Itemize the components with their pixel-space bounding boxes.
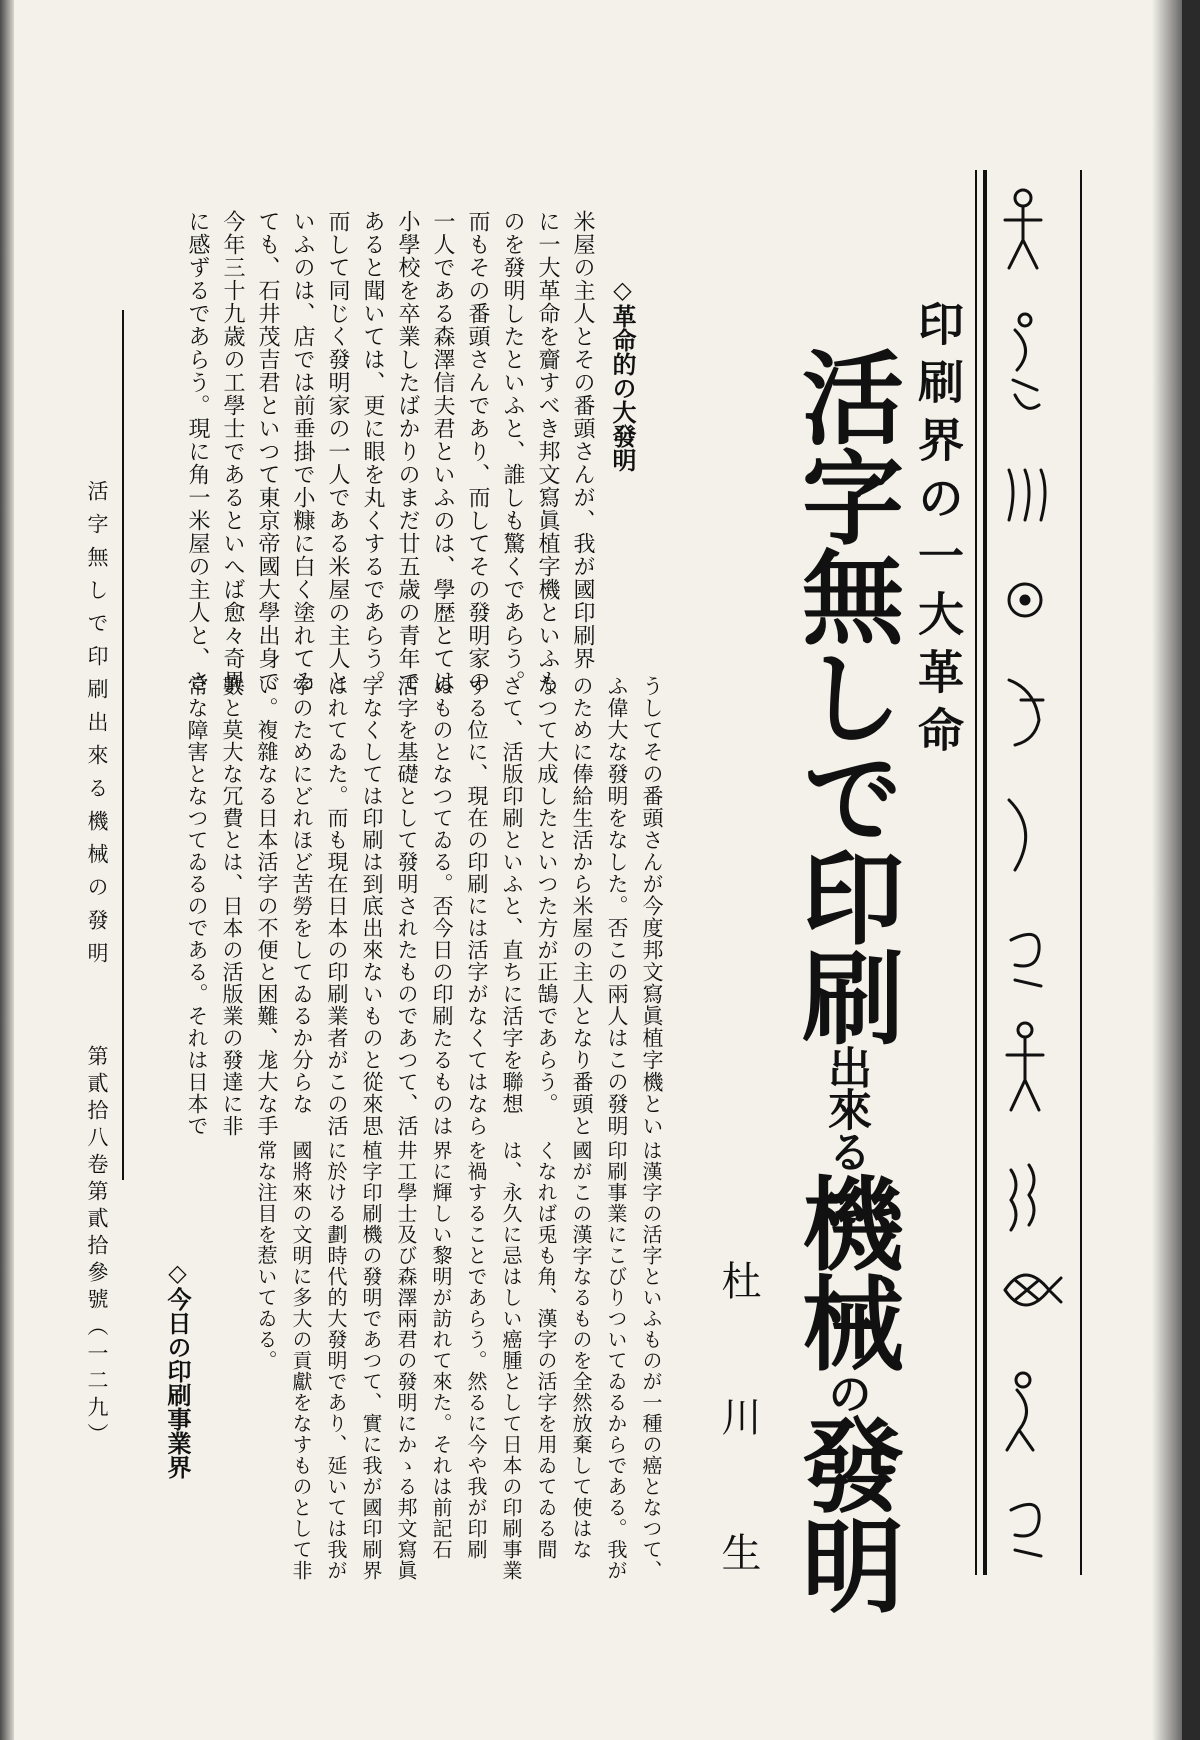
body-column: 今年三十九歳の工學士であるといへば愈々奇異 bbox=[220, 210, 245, 693]
body-column: 井工學士及び森澤兩君の發明にかゝる邦文寫眞 bbox=[394, 1140, 418, 1581]
body-column: 而して同じく發明家の一人である米屋の主人と bbox=[325, 210, 350, 693]
border-rule-1 bbox=[975, 170, 977, 1575]
body-column: のために俸給生活から米屋の主人となり番頭と bbox=[570, 675, 594, 1137]
body-column: 米屋の主人とその番頭さんが、我が國印刷界 bbox=[570, 210, 595, 670]
section-heading-today: ◇今日の印刷事業界 bbox=[163, 1258, 192, 1479]
body-column: 字なくしては印刷は到底出來ないものと從來思 bbox=[360, 675, 384, 1137]
body-column: あると聞いては、更に眼を丸くするであらう。 bbox=[360, 210, 385, 693]
title-part-2: 機械 bbox=[785, 1171, 905, 1371]
issue-number: 第貳拾八卷第貳拾參號（一二九） bbox=[85, 1045, 109, 1450]
body-column: くなれば兎も角、漢字の活字を用ゐてゐる間 bbox=[534, 1140, 558, 1560]
page-edge-left bbox=[0, 0, 14, 1740]
article-title bbox=[785, 345, 905, 1613]
article-supertitle: 印刷界の一大革命 bbox=[911, 300, 965, 764]
body-column: 小學校を卒業したばかりのまだ廿五歳の青年で bbox=[395, 210, 420, 693]
margin-rule bbox=[122, 310, 124, 1180]
body-column: うしてその番頭さんが今度邦文寫眞植字機とい bbox=[640, 675, 664, 1137]
running-title: 活字無しで印刷出來る機械の發明 bbox=[85, 480, 109, 975]
body-column: い。複雜なる日本活字の不便と困難、尨大な手 bbox=[255, 675, 279, 1137]
pictograph-ornament-icon bbox=[995, 180, 1070, 1570]
body-column: 印刷事業にこびりついてゐるからである。我が bbox=[604, 1140, 628, 1581]
border-rule-2 bbox=[983, 170, 987, 1575]
body-column: ても、石井茂吉君といつて東京帝國大學出身で bbox=[255, 210, 280, 693]
body-column: さて、活版印刷といふと、直ちに活字を聯想 bbox=[500, 675, 524, 1115]
section-heading-revolution: ◇革命的の大發明 bbox=[608, 275, 637, 472]
body-column: 界に輝しい黎明が訪れて來た。それは前記石 bbox=[429, 1140, 453, 1560]
body-column: 字のためにどれほど苦勞をしてゐるか分らな bbox=[290, 675, 314, 1115]
body-column: 一人である森澤信夫君といふのは、學歴とては bbox=[430, 210, 455, 693]
body-column: いふのは、店では前垂掛で小糠に白く塗れてゐ bbox=[290, 210, 315, 693]
body-column: のを發明したといふと、誰しも驚くであらう。 bbox=[500, 210, 525, 693]
title-small-1: 出來る bbox=[820, 1045, 871, 1171]
body-column: 數と莫大な冗費とは、日本の活版業の發達に非 bbox=[220, 675, 244, 1137]
title-part-3: 發明 bbox=[785, 1413, 905, 1613]
body-column: は、永久に忌はしい癌腫として日本の印刷事業 bbox=[499, 1140, 523, 1581]
border-rule-3 bbox=[1080, 170, 1082, 1575]
body-column: 國將來の文明に多大の貢獻をなすものとして非 bbox=[289, 1140, 313, 1581]
body-column: 而もその番頭さんであり、而してその發明家の bbox=[465, 210, 490, 693]
body-column: は漢字の活字といふものが一種の癌となつて、 bbox=[639, 1140, 663, 1581]
body-column: ふ偉大な發明をなした。否この兩人はこの發明 bbox=[605, 675, 629, 1137]
body-column: に於ける劃時代的大發明であり、延いては我が bbox=[324, 1140, 348, 1581]
body-column: 常な障害となつてゐるのである。それは日本で bbox=[185, 675, 209, 1137]
page-gutter bbox=[1182, 0, 1200, 1740]
body-column: はれてゐた。而も現在日本の印刷業者がこの活 bbox=[325, 675, 349, 1137]
body-column: 活字を基礎として發明されたものであつて、活 bbox=[395, 675, 419, 1137]
body-column: する位に、現在の印刷には活字がなくてはなら bbox=[465, 675, 489, 1137]
body-column: に感ずるであらう。現に角一米屋の主人と、さ bbox=[185, 210, 210, 693]
title-part-1: 活字無しで印刷 bbox=[785, 345, 905, 1045]
body-column: に一大革命を齎すべき邦文寫眞植字機といふも bbox=[535, 210, 560, 693]
ornament-border bbox=[995, 180, 1070, 1570]
body-column: ぬものとなつてゐる。否今日の印刷たるものは bbox=[430, 675, 454, 1137]
body-column: 常な注目を惹いてゐる。 bbox=[254, 1140, 278, 1371]
title-small-2: の bbox=[820, 1371, 871, 1413]
article-author: 杜 川 生 bbox=[715, 1260, 761, 1600]
body-column: 植字印刷機の發明であつて、實に我が國印刷界 bbox=[359, 1140, 383, 1581]
page-edge-right bbox=[1152, 0, 1182, 1740]
body-column: を禍することであらう。然るに今や我が印刷 bbox=[464, 1140, 488, 1560]
body-column: なつて大成したといつた方が正鵠であらう。 bbox=[535, 675, 559, 1115]
body-column: 國がこの漢字なるものを全然放棄して使はな bbox=[569, 1140, 593, 1560]
